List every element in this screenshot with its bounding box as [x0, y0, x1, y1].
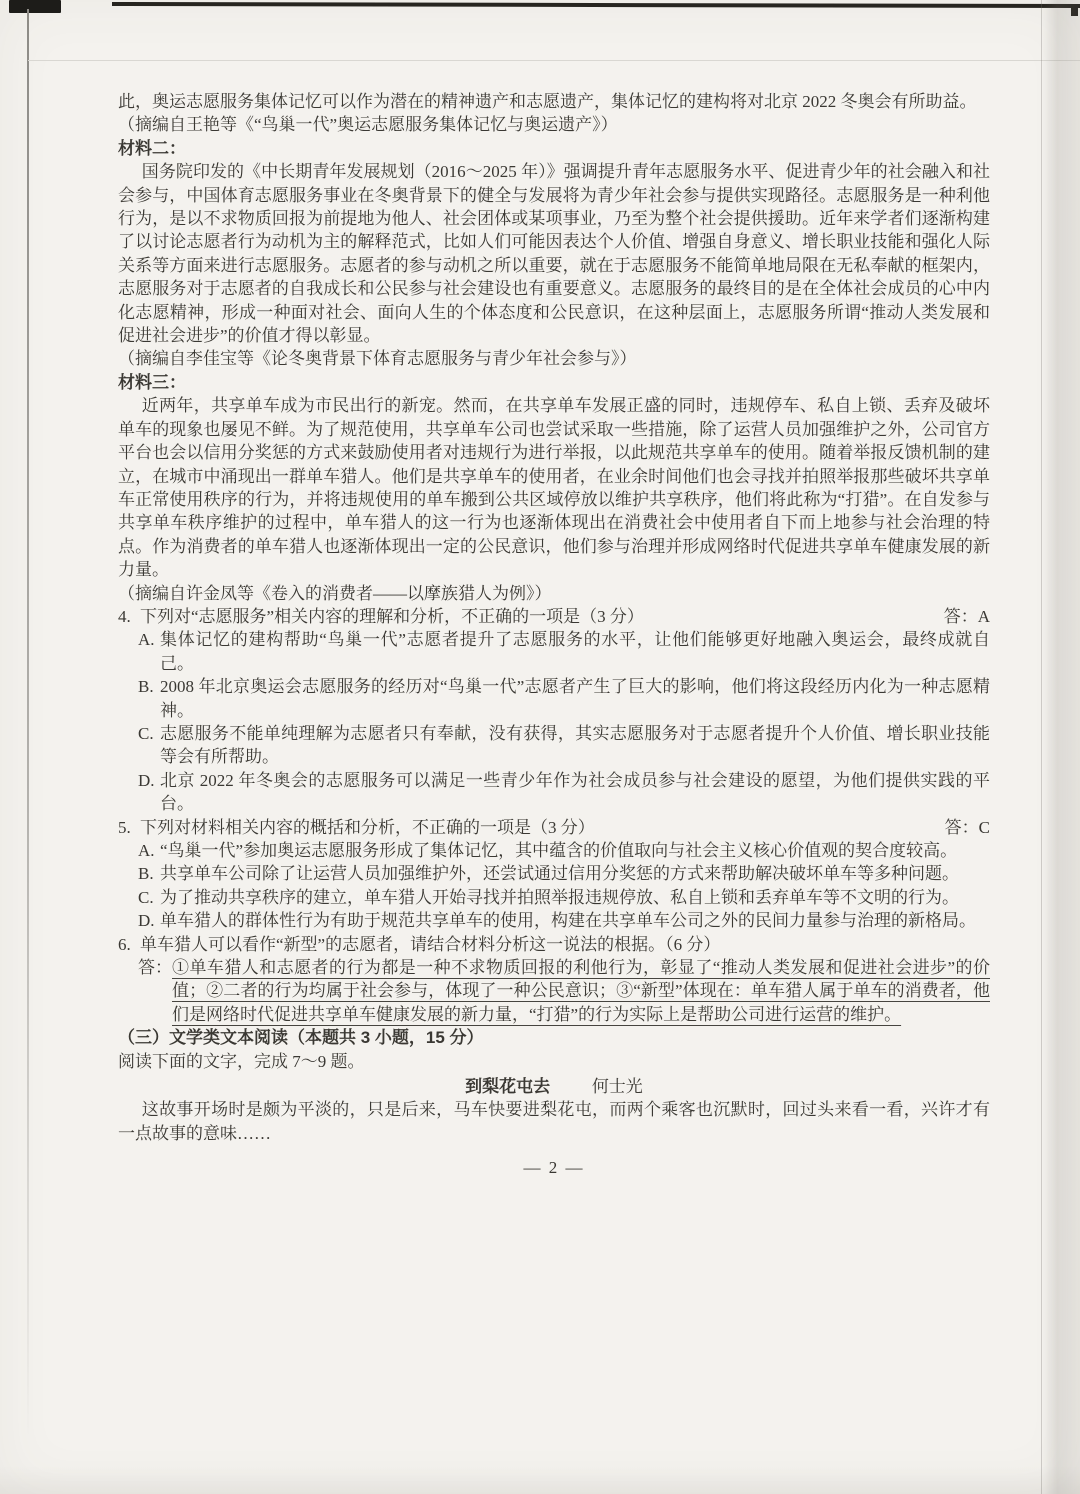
option-text: 单车猎人的群体性行为有助于规范共享单车的使用，构建在共享单车公司之外的民间力量参与治理的新格局。 — [160, 911, 976, 931]
question-5-answer: 答：C — [944, 817, 990, 837]
question-4-answer: 答：A — [943, 606, 990, 626]
question-6-stem: 单车猎人可以看作“新型”的志愿者，请结合材料分析这一说法的根据。（6 分） — [140, 934, 721, 954]
story-title-row — [118, 1075, 990, 1098]
option-label: B. — [138, 677, 154, 697]
question-4-option-d — [138, 769, 990, 816]
page-number: — 2 — — [523, 1158, 585, 1178]
option-text: 志愿服务不能单纯理解为志愿者只有奉献，没有获得，其实志愿服务对于志愿者提升个人价值、增长职业技能等会有所帮助。 — [160, 723, 990, 767]
section-three-heading: （三）文学类文本阅读（本题共 3 小题，15 分） — [118, 1028, 484, 1048]
question-5-option-a — [138, 839, 990, 862]
question-4-option-a — [138, 628, 990, 675]
option-label: A. — [138, 841, 155, 860]
question-6 — [118, 933, 990, 1027]
citation-material-three: （摘编自许金凤等《卷入的消费者——以摩族猎人为例》） — [118, 583, 552, 603]
question-4-option-b — [138, 675, 990, 722]
question-6-stem-row — [118, 933, 990, 956]
option-text: 北京 2022 年冬奥会的志愿服务可以满足一些青少年作为社会成员参与社会建设的愿望，为他们提供实践的平台。 — [160, 770, 990, 814]
question-5-option-b — [138, 862, 990, 885]
option-text: “鸟巢一代”参加奥运志愿服务形成了集体记忆，其中蕴含的价值取向与社会主义核心价值观的契合度较高。 — [160, 841, 958, 860]
question-4-number: 4. — [118, 606, 131, 626]
question-6-number: 6. — [118, 934, 131, 954]
option-text: 为了推动共享秩序的建立，单车猎人开始寻找并拍照举报违规停放、私自上锁和丢弃单车等不文明的行为。 — [160, 887, 959, 907]
citation-material-two: （摘编自李佳宝等《论冬奥背景下体育志愿服务与青少年社会参与》） — [118, 349, 637, 369]
story-opening-paragraph: 这故事开场时是颇为平淡的，只是后来，马车快要进梨花屯，而两个乘客也沉默时，回过头来看一看，兴许才有一点故事的意味…… — [118, 1100, 990, 1143]
option-label: D. — [138, 911, 155, 931]
option-label: D. — [138, 770, 155, 790]
option-label: C. — [138, 723, 154, 743]
section-three-instruction: 阅读下面的文字，完成 7～9 题。 — [118, 1051, 365, 1071]
citation-material-one: （摘编自王艳等《“鸟巢一代”奥运志愿服务集体记忆与奥运遗产》） — [118, 115, 618, 135]
question-5-stem: 下列对材料相关内容的概括和分析，不正确的一项是（3 分） — [140, 817, 595, 837]
question-6-answer-row — [138, 956, 990, 1026]
option-label: B. — [138, 864, 154, 884]
question-5-number: 5. — [118, 817, 131, 837]
story-title: 到梨花屯去 — [465, 1077, 551, 1097]
question-5-option-c — [138, 886, 990, 909]
question-4-option-c — [138, 722, 990, 769]
option-label: A. — [138, 630, 155, 650]
material-two-heading: 材料二： — [118, 138, 186, 158]
material-two-body: 国务院印发的《中长期青年发展规划（2016～2025 年）》强调提升青年志愿服务水平、促进青少年的社会融入和社会参与，中国体育志愿服务事业在冬奥背景下的健全与发展将为青少年社会参与提供实现路径。志愿服务是一种利他行为，是以不求物质回报为前提地为他人、社会团体或某项事业，乃至为整个社会提供援助。近年来学者们逐渐构建了以讨论志愿者行为动机为主的解释范式，比如人们可能因表达个人价值、增强自身意义、增长职业技能和强化人际关系等方面来进行志愿服务。志愿者的参与动机之所以重要，就在于志愿服务不能简单地局限在无私奉献的框架内，志愿服务对于志愿者的自我成长和公民参与社会建设也有重要意义。志愿服务的最终目的是在全体社会成员的心中内化志愿精神，形成一种面对社会、面向人生的个体态度和公民意识，在这种层面上，志愿服务所谓“推动人类发展和促进社会进步”的价值才得以彰显。 — [118, 162, 990, 346]
option-text: 集体记忆的建构帮助“鸟巢一代”志愿者提升了志愿服务的水平，让他们能够更好地融入奥运会，最终成就自己。 — [160, 630, 990, 673]
option-text: 2008 年北京奥运会志愿服务的经历对“鸟巢一代”志愿者产生了巨大的影响，他们将这段经历内化为一种志愿精神。 — [160, 677, 990, 720]
question-4 — [118, 605, 990, 816]
question-5-option-d — [138, 909, 990, 932]
leading-paragraph: 此，奥运志愿服务集体记忆可以作为潜在的精神遗产和志愿遗产，集体记忆的建构将对北京 2022 冬奥会有所助益。 — [118, 92, 977, 111]
material-three-heading: 材料三： — [118, 372, 186, 392]
option-label: C. — [138, 887, 154, 907]
material-three-body: 近两年，共享单车成为市民出行的新宠。然而，在共享单车发展正盛的同时，违规停车、私自上锁、丢弃及破坏单车的现象也屡见不鲜。为了规范使用，共享单车公司也尝试采取一些措施，除了运营人员加强维护之外，公司官方平台也会以信用分奖惩的方式来鼓励使用者对违规行为进行举报，以此规范共享单车的使用。随着举报反馈机制的建立，在城市中涌现出一群单车猎人。他们是共享单车的使用者，在业余时间他们也会寻找并拍照举报那些破坏共享单车正常使用秩序的行为，并将违规使用的单车搬到公共区域停放以维护共享秩序，他们将此称为“打猎”。在自发参与共享单车秩序维护的过程中，单车猎人的这一行为也逐渐体现出在消费社会中使用者自下而上地参与社会治理的特点。作为消费者的单车猎人也逐渐体现出一定的公民意识，他们参与治理并形成网络时代促进共享单车健康发展的新力量。 — [118, 396, 990, 580]
answer-text-underlined: ①单车猎人和志愿者的行为都是一种不求物质回报的利他行为，彰显了“推动人类发展和促进社会进步”的价值；②二者的行为均属于社会参与，体现了一种公民意识；③“新型”体现在：单车猎人属于单车的消费者，他们是网络时代促进共享单车健康发展的新力量，“打猎”的行为实际上是帮助公司进行运营的维护。 — [172, 958, 990, 1024]
option-text: 共享单车公司除了让运营人员加强维护外，还尝试通过信用分奖惩的方式来帮助解决破坏单车等多种问题。 — [160, 864, 959, 884]
answer-label: 答： — [138, 958, 172, 978]
question-4-stem-row — [118, 605, 990, 628]
story-author: 何士光 — [591, 1077, 643, 1097]
question-4-stem: 下列对“志愿服务”相关内容的理解和分析，不正确的一项是（3 分） — [140, 606, 644, 626]
question-5-stem-row — [118, 816, 990, 839]
question-5 — [118, 816, 990, 933]
